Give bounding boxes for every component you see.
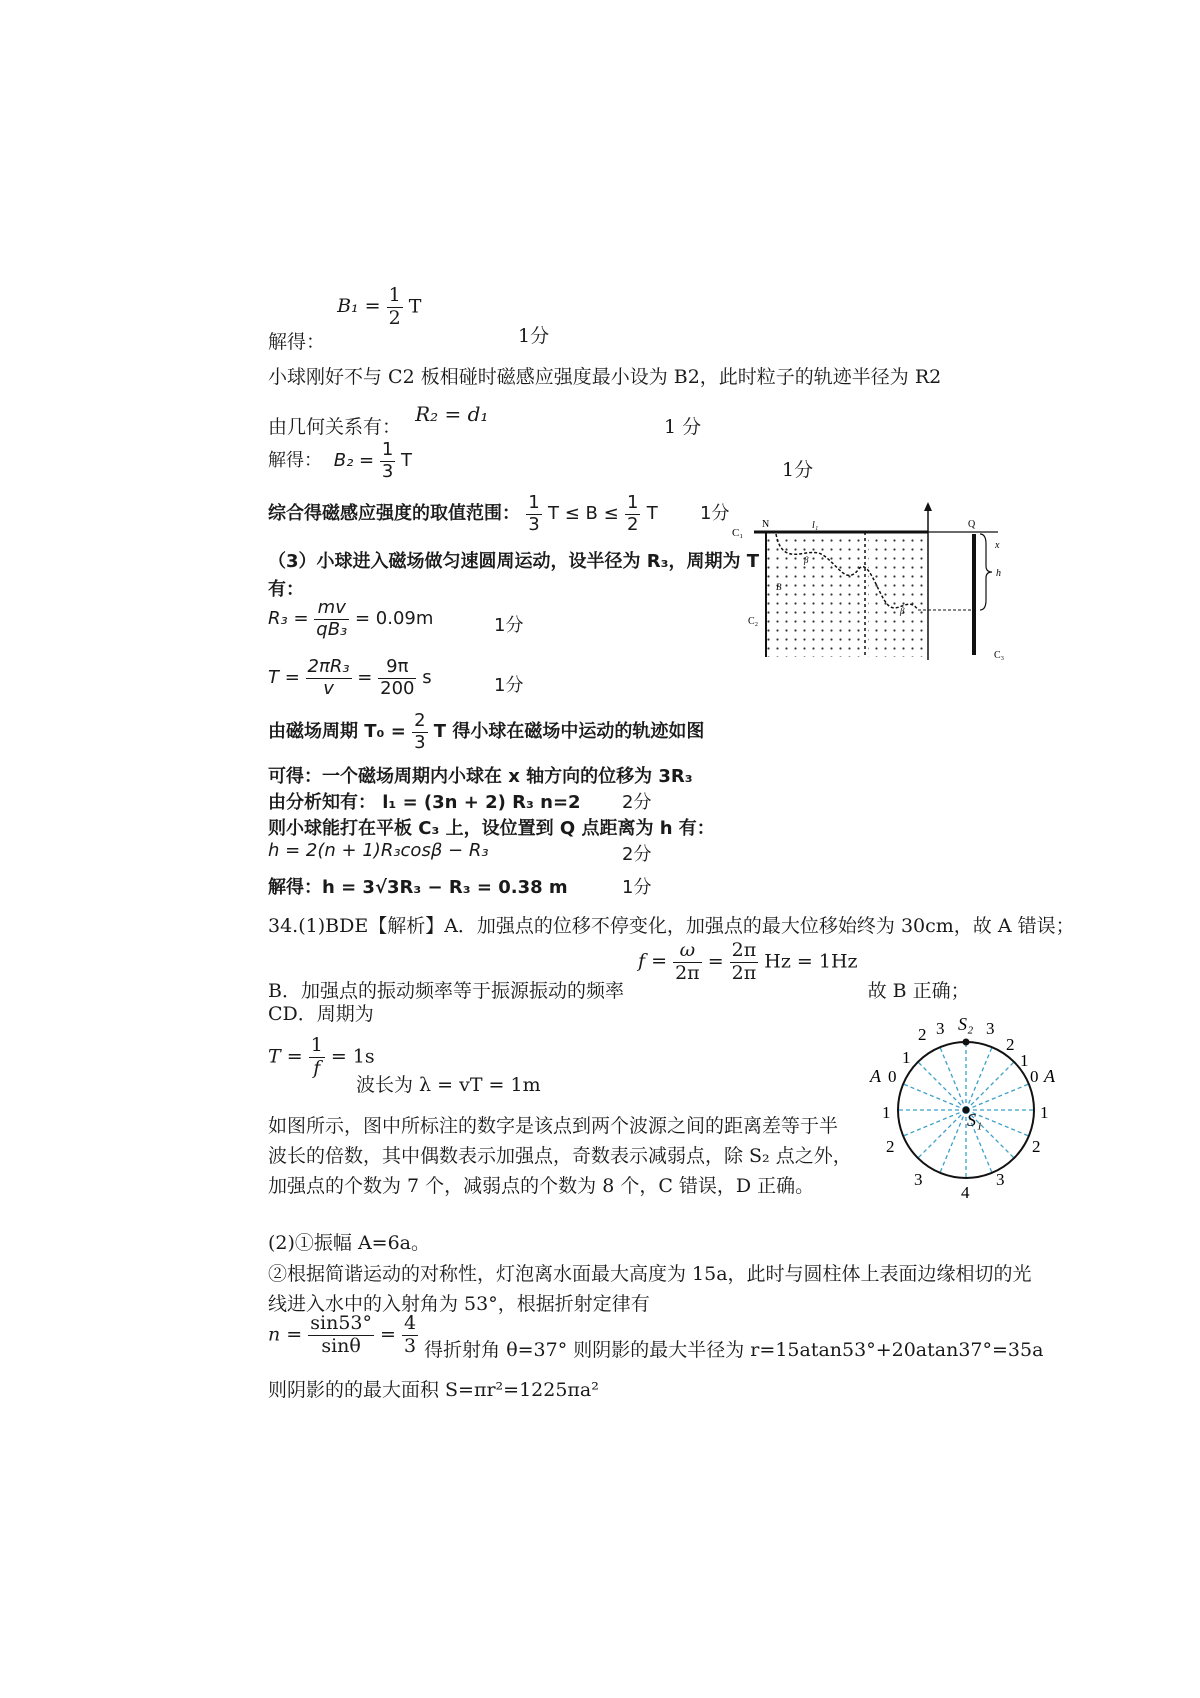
range-unit: T bbox=[646, 503, 658, 525]
h-line: h = 2(n + 1)R₃cosβ − R₃ bbox=[268, 840, 489, 861]
radial-line bbox=[918, 1110, 966, 1158]
label-n: N bbox=[762, 519, 770, 530]
interference-circle-figure bbox=[866, 1008, 1066, 1208]
b2-line bbox=[268, 440, 412, 482]
num-11: 2 bbox=[1032, 1137, 1041, 1156]
q34-para1: 如图所示，图中所标注的数字是该点到两个波源之间的距离差等于半 bbox=[268, 1115, 839, 1137]
period-fraction-2: $\frac{9\pi}{200}$ bbox=[380, 656, 415, 699]
q34p2-refraction: n = $\frac{\sin 53^\circ}{\sin\theta}$ = $\frac{4}{3}$ 得折射角 θ=37° 则阴影的最大半径为 r=15atan53°+20atan37°=35a bbox=[268, 1312, 1044, 1362]
num-8: 1 bbox=[882, 1103, 891, 1122]
q34-period-fraction: $\frac{1}{f}$ bbox=[310, 1034, 323, 1079]
r3-fraction: $\frac{mv}{\text{qB₃}}$ bbox=[316, 597, 348, 640]
num-6: 0 bbox=[888, 1067, 897, 1086]
label-beta-1: β bbox=[804, 555, 809, 565]
q34-b-text: B．加强点的振动频率等于振源振动的频率 bbox=[268, 980, 624, 1003]
label-h: h bbox=[996, 568, 1001, 579]
b1-lhs: B₁ = bbox=[337, 295, 381, 318]
b1-result bbox=[268, 284, 422, 354]
label-c1: C₁ bbox=[732, 527, 744, 539]
label-c3: C₃ bbox=[994, 650, 1005, 661]
label-s2: S₂ bbox=[958, 1014, 974, 1034]
period-fraction-1: $\frac{\text{2πR₃}}{v}$ bbox=[307, 656, 350, 699]
q34-f-fraction-1: $\frac{\omega}{2\pi}$ bbox=[675, 939, 700, 984]
b1-score: 1分 bbox=[518, 325, 550, 347]
num-3: 2 bbox=[1006, 1035, 1015, 1054]
b2-lhs: B₂ = bbox=[333, 450, 375, 472]
q34-f-fraction-2: $\frac{2\pi}{2\pi}$ bbox=[731, 939, 757, 984]
n-fraction-2: $\frac{4}{3}$ bbox=[404, 1312, 417, 1357]
b2-unit: T bbox=[401, 450, 413, 472]
t0-fraction: $\frac{2}{3}$ bbox=[414, 710, 426, 753]
radial-line bbox=[966, 1062, 1014, 1110]
radial-line bbox=[918, 1062, 966, 1110]
r3-score: 1分 bbox=[494, 615, 524, 636]
q34-para2: 波长的倍数，其中偶数表示加强点，奇数表示减弱点，除 S₂ 点之外， bbox=[268, 1145, 852, 1167]
p3-line2: 有： bbox=[268, 579, 304, 600]
label-q: Q bbox=[968, 519, 976, 530]
q34p2-area: 则阴影的的最大面积 S=πr²=1225πa² bbox=[268, 1379, 599, 1401]
range-line bbox=[268, 493, 729, 535]
t0-line: 由磁场周期 T₀ = $\frac{2}{3}$ T 得小球在磁场中运动的轨迹如图 bbox=[268, 710, 705, 753]
q34-period: T = $\frac{1}{f}$ = 1s bbox=[268, 1034, 375, 1079]
period-equation: T = $\frac{\text{2πR₃}}{v}$ = $\frac{9\pi}{200}$ s bbox=[268, 656, 432, 699]
h-score: 2分 bbox=[622, 844, 652, 865]
plate-line: 则小球能打在平板 C₃ 上，设位置到 Q 点距离为 h 有： bbox=[268, 818, 715, 839]
b2-score: 1分 bbox=[782, 459, 814, 481]
num-10: 2 bbox=[886, 1137, 895, 1156]
q34-b-line: B．加强点的振动频率等于振源振动的频率 f = $\frac{\omega}{2\pi}$ = $\frac{2\pi}{2\pi}$ Hz = 1Hz 故 B 正确； bbox=[268, 939, 970, 1003]
b1-prefix: 解得： bbox=[268, 331, 326, 354]
num-14: 3 bbox=[996, 1170, 1005, 1189]
num-4: 1 bbox=[902, 1048, 911, 1067]
label-b: B bbox=[776, 582, 782, 592]
geo-line bbox=[268, 400, 489, 438]
num-7: 0 bbox=[1030, 1067, 1039, 1086]
b2-prefix: 解得： bbox=[268, 450, 322, 472]
q34p2-line2: ②根据简谐运动的对称性，灯泡离水面最大高度为 15a，此时与圆柱体上表面边缘相切的光 bbox=[268, 1263, 1032, 1285]
num-0: 2 bbox=[918, 1025, 927, 1044]
q34-f-lhs: f = bbox=[638, 950, 668, 973]
num-12: 3 bbox=[914, 1170, 923, 1189]
field-trajectory-figure bbox=[728, 500, 1018, 670]
h-result-score: 1分 bbox=[622, 877, 652, 898]
label-l1: l₁ bbox=[812, 520, 819, 531]
b2-fraction: $\frac{1}{3}$ bbox=[381, 439, 394, 482]
geo-prefix: 由几何关系有： bbox=[268, 416, 402, 438]
disp-line: 可得：一个磁场周期内小球在 x 轴方向的位移为 3R₃ bbox=[268, 766, 693, 787]
l1-line: 由分析知有： l₁ = (3n + 2) R₃ n=2 bbox=[268, 792, 581, 813]
q34p2-line1: (2)①振幅 A=6a。 bbox=[268, 1232, 431, 1254]
range-middle: T ≤ B ≤ bbox=[548, 503, 619, 525]
p3-line1: （3）小球进入磁场做匀速圆周运动，设半径为 R₃，周期为 T bbox=[268, 551, 760, 572]
num-13: 4 bbox=[961, 1183, 970, 1202]
range-score: 1分 bbox=[700, 503, 730, 525]
c2-line: 小球刚好不与 C2 板相碰时磁感应强度最小设为 B2，此时粒子的轨迹半径为 R2 bbox=[268, 366, 942, 388]
q34p2-line3: 线进入水中的入射角为 53°，根据折射定律有 bbox=[268, 1293, 650, 1315]
r3-equation: R₃ = $\frac{mv}{\text{qB₃}}$ = 0.09m bbox=[268, 597, 434, 640]
q34-b-end: 故 B 正确； bbox=[867, 980, 970, 1003]
s2-point bbox=[963, 1039, 970, 1046]
label-x: x bbox=[995, 540, 1000, 551]
geo-equation: R₂ = d₁ bbox=[415, 402, 489, 426]
geo-score: 1 分 bbox=[664, 416, 702, 438]
label-a-right: A bbox=[1044, 1066, 1055, 1086]
q34-cd-text: CD．周期为 bbox=[268, 1003, 374, 1025]
q34-line1: 34.(1)BDE【解析】A．加强点的位移不停变化，加强点的最大位移始终为 30cm，故 A 错误； bbox=[268, 915, 1075, 937]
n-fraction-1: $\frac{\sin 53^\circ}{\sin\theta}$ bbox=[310, 1312, 372, 1357]
label-c2: C₂ bbox=[748, 616, 759, 627]
label-s1: S₁ bbox=[967, 1110, 983, 1130]
h-brace bbox=[980, 534, 992, 610]
label-beta-2: β bbox=[900, 606, 905, 616]
period-score: 1分 bbox=[494, 675, 524, 696]
y-axis-arrow bbox=[924, 502, 932, 511]
field-region-left bbox=[766, 532, 862, 657]
num-9: 1 bbox=[1040, 1103, 1049, 1122]
label-a-left: A bbox=[870, 1066, 881, 1086]
field-region-right bbox=[868, 532, 928, 657]
num-1: 3 bbox=[936, 1019, 945, 1038]
h-result: 解得：h = 3√3R₃ − R₃ = 0.38 m bbox=[268, 877, 568, 898]
range-fraction-high: $\frac{1}{2}$ bbox=[626, 492, 639, 535]
n-suffix: 得折射角 θ=37° 则阴影的最大半径为 r=15atan53°+20atan37°=35a bbox=[424, 1339, 1044, 1362]
num-5: 1 bbox=[1020, 1051, 1029, 1070]
q34-para3: 加强点的个数为 7 个，减弱点的个数为 8 个，C 错误，D 正确。 bbox=[268, 1175, 815, 1197]
q34-wavelength: 波长为 λ = vT = 1m bbox=[356, 1074, 541, 1096]
range-fraction-low: $\frac{1}{3}$ bbox=[528, 492, 540, 535]
b1-unit: T bbox=[408, 295, 422, 318]
b1-fraction: $\frac{1}{2}$ bbox=[388, 284, 401, 329]
range-prefix: 综合得磁感应强度的取值范围： bbox=[268, 503, 520, 525]
num-2: 3 bbox=[986, 1019, 995, 1038]
l1-score: 2分 bbox=[622, 792, 652, 813]
